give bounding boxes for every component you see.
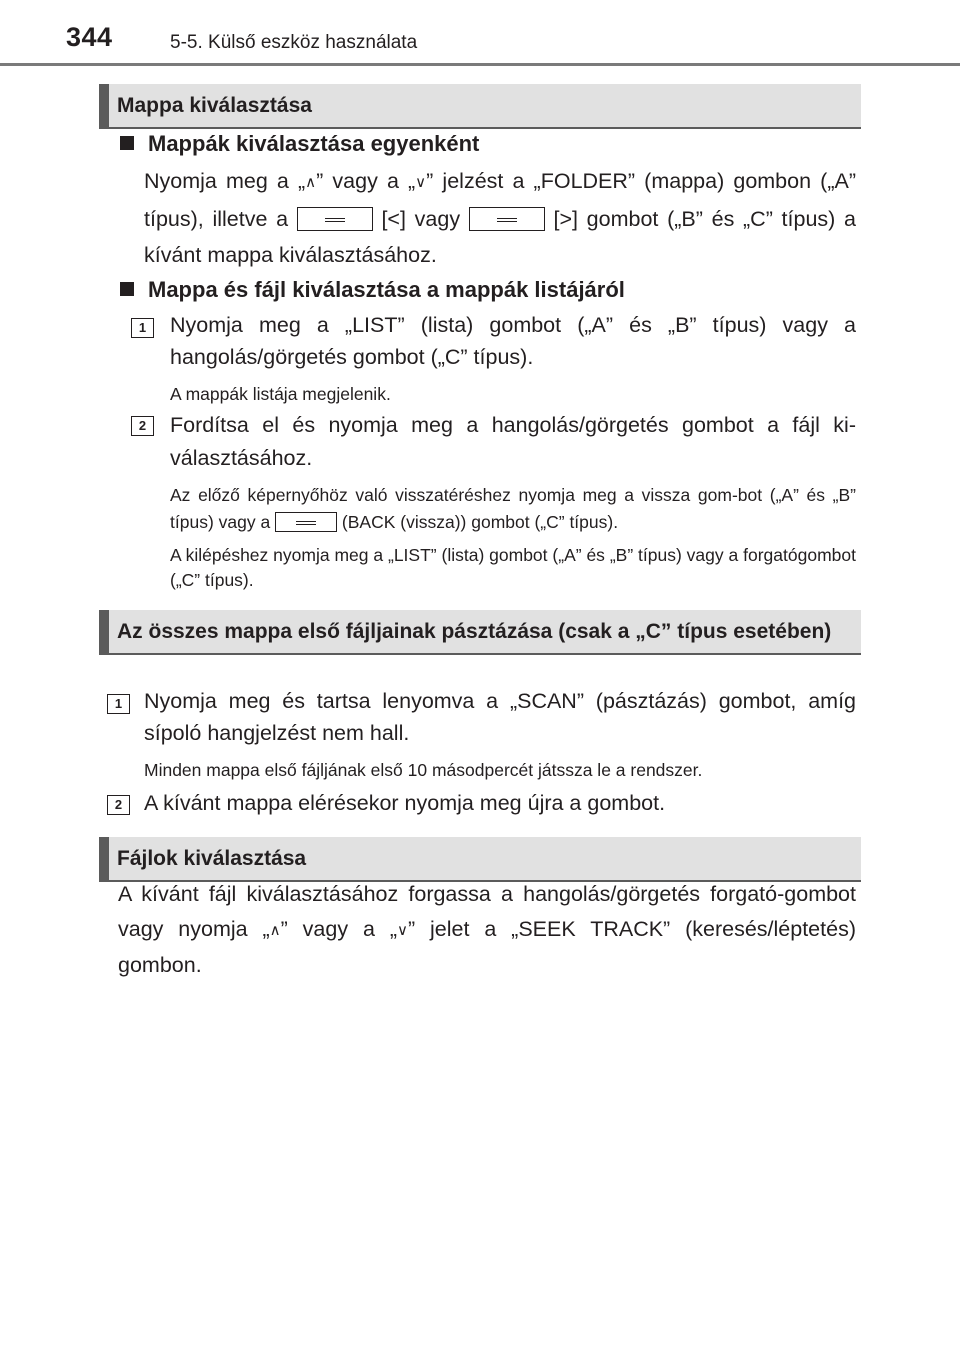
text-fragment: Az előző képernyőhöz való visszatéréshez nyomja meg a vissza gom-bot („A” és „B” típus) vagy a bbox=[170, 485, 856, 532]
text-fragment: (BACK (vissza)) gombot („C” típus). bbox=[337, 512, 619, 532]
step-note: A mappák listája megjelenik. bbox=[170, 384, 391, 404]
square-bullet-icon bbox=[120, 136, 134, 150]
text-fragment: ” jelzést a „FOLDER” (mappa) gombon („A” típus), illetve a bbox=[144, 169, 856, 231]
paragraph-folders-one-by-one bbox=[144, 163, 856, 273]
subheading-text: Mappák kiválasztása egyenként bbox=[148, 131, 480, 156]
step-note bbox=[170, 482, 856, 536]
button-icon bbox=[275, 512, 337, 532]
square-bullet-icon bbox=[120, 282, 134, 296]
step-number: 2 bbox=[107, 795, 130, 815]
subheading-folders-one-by-one bbox=[120, 126, 479, 161]
step-text: Nyomja meg a „LIST” (lista) gombot („A” és „B” típus) vagy a hangolás/görgetés gombot („C” típus). bbox=[170, 313, 856, 369]
subheading-folder-file-list bbox=[120, 272, 625, 307]
subheading-text: Mappa és fájl kiválasztása a mappák listájáról bbox=[148, 277, 625, 302]
text-fragment: ” jelet a „SEEK TRACK” (keresés/léptetés) gombon. bbox=[118, 917, 856, 977]
text-fragment: A kívánt fájl kiválasztásához forgassa a hangolás/görgetés forgató-gombot vagy nyomja „ bbox=[118, 882, 856, 941]
text-fragment: [>] gombot („B” és „C” típus) a kívánt mappa kiválasztásához. bbox=[144, 207, 856, 267]
step-number: 1 bbox=[131, 318, 154, 338]
step-note: Minden mappa első fájljának első 10 másodpercét játssza le a rendszer. bbox=[144, 760, 703, 780]
down-arrow-icon: ∨ bbox=[415, 174, 427, 191]
step-text: A kívánt mappa elérésekor nyomja meg újra a gombot. bbox=[144, 791, 666, 815]
step-number: 1 bbox=[107, 694, 130, 714]
step-note: A kilépéshez nyomja meg a „LIST” (lista) gombot („A” és „B” típus) vagy a forgatógombot („C” típus). bbox=[170, 545, 856, 590]
button-icon bbox=[469, 207, 545, 231]
section-heading-folder-select: Mappa kiválasztása bbox=[99, 84, 861, 129]
section-heading-file-select: Fájlok kiválasztása bbox=[99, 837, 861, 882]
text-fragment: Nyomja meg a „ bbox=[144, 169, 306, 193]
page-header bbox=[0, 0, 960, 68]
step-number: 2 bbox=[131, 416, 154, 436]
up-arrow-icon: ∧ bbox=[305, 174, 317, 191]
text-fragment: ” vagy a „ bbox=[280, 917, 397, 941]
page-number: 344 bbox=[66, 22, 113, 52]
text-fragment: [<] vagy bbox=[372, 207, 469, 231]
section-heading-scan-folders: Az összes mappa első fájljainak pásztázása (csak a „C” típus esetében) bbox=[99, 610, 861, 655]
step-text: Fordítsa el és nyomja meg a hangolás/görgetés gombot a fájl ki-választásához. bbox=[170, 413, 856, 470]
text-fragment: ” vagy a „ bbox=[316, 169, 416, 193]
paragraph-file-select bbox=[118, 877, 856, 983]
down-arrow-icon: ∨ bbox=[396, 922, 408, 939]
chapter-title: 5-5. Külső eszköz használata bbox=[170, 32, 418, 53]
button-icon bbox=[297, 207, 373, 231]
up-arrow-icon: ∧ bbox=[269, 922, 281, 939]
header-rule bbox=[0, 63, 960, 66]
step-text: Nyomja meg és tartsa lenyomva a „SCAN” (pásztázás) gombot, amíg sípoló hangjelzést nem hall. bbox=[144, 689, 856, 745]
